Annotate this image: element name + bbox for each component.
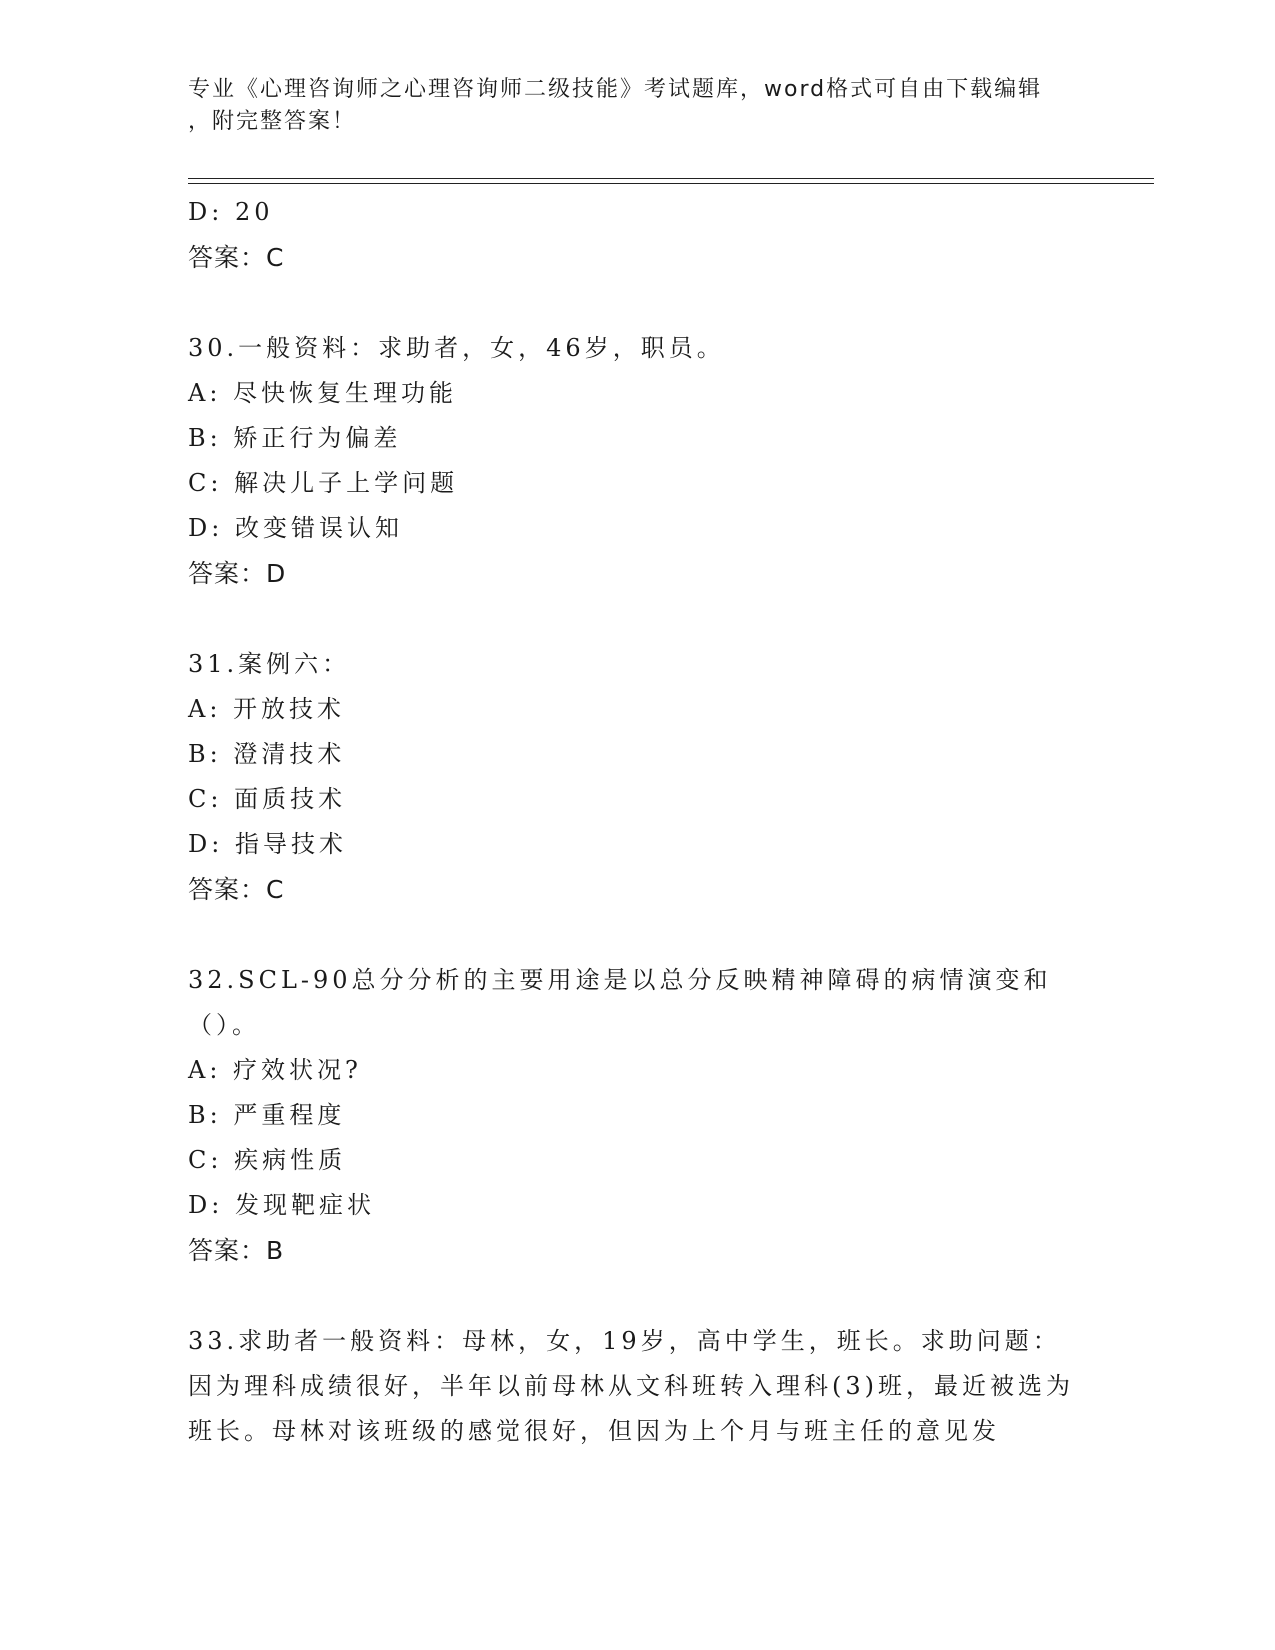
question-30 — [188, 326, 1088, 596]
option-d: D: 20 — [188, 198, 274, 226]
question-33 — [188, 1319, 1088, 1454]
question-stem: 30.一般资料：求助者，女，46岁，职员。 — [188, 334, 725, 362]
option-d: D: 发现靶症状 — [188, 1191, 375, 1219]
option-a: A: 开放技术 — [188, 695, 346, 723]
header-rule-bottom — [188, 183, 1154, 184]
option-d: D: 指导技术 — [188, 830, 347, 858]
question-31 — [188, 642, 1088, 912]
option-c: C: 解决儿子上学问题 — [188, 469, 459, 497]
answer-line: 答案：C — [188, 875, 285, 904]
option-b: B: 澄清技术 — [188, 740, 346, 768]
question-stem: 32.SCL-90总分分析的主要用途是以总分反映精神障碍的病情演变和（）。 — [188, 966, 1052, 1039]
answer-line: 答案：D — [188, 559, 287, 588]
header-rule-top — [188, 178, 1154, 179]
option-c: C: 面质技术 — [188, 785, 347, 813]
previous-question-fragment — [188, 190, 1088, 280]
question-stem: 31.案例六： — [188, 650, 351, 678]
option-d: D: 改变错误认知 — [188, 514, 403, 542]
option-c: C: 疾病性质 — [188, 1146, 347, 1174]
question-32 — [188, 958, 1088, 1273]
option-a: A: 尽快恢复生理功能 — [188, 379, 458, 407]
option-a: A: 疗效状况? — [188, 1056, 362, 1084]
option-b: B: 严重程度 — [188, 1101, 346, 1129]
document-header: 专业《心理咨询师之心理咨询师二级技能》考试题库，word格式可自由下载编辑 ，附完整答案！ — [188, 77, 1043, 134]
question-stem: 33.求助者一般资料：母林，女，19岁，高中学生，班长。求助问题：因为理科成绩很好，半年以前母林从文科班转入理科(3)班，最近被选为班长。母林对该班级的感觉很好，但因为上个月与班主任的意见发 — [188, 1327, 1074, 1445]
document-body — [188, 190, 1088, 1454]
answer-line: 答案：B — [188, 1236, 285, 1265]
answer-line: 答案：C — [188, 243, 285, 272]
option-b: B: 矫正行为偏差 — [188, 424, 402, 452]
